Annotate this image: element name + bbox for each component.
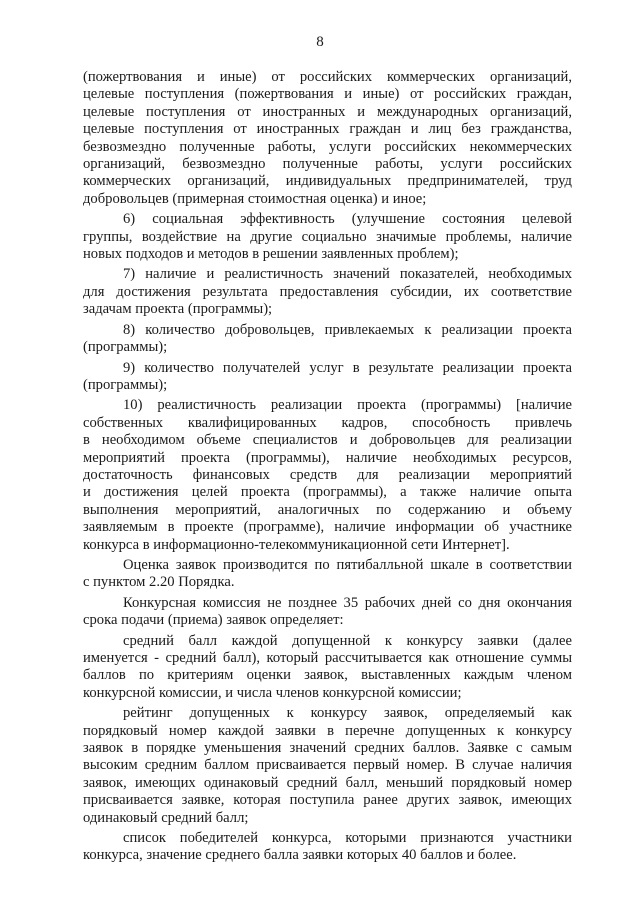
text-line: баллов по критериям оценки заявок, выставленных каждым членом — [83, 667, 572, 684]
paragraph-commission — [83, 595, 572, 630]
text-line: срока подачи (приема) заявок определяет: — [83, 612, 344, 629]
paragraph-winners — [83, 830, 572, 865]
text-line: мероприятий проекта (программы), наличие необходимых ресурсов, — [83, 449, 572, 466]
text-line: список победителей конкурса, которыми признаются участники — [123, 830, 572, 847]
text-line: рейтинг допущенных к конкурсу заявок, определяемый как — [123, 705, 572, 722]
text-line: конкурса в информационно-телекоммуникационной сети Интернет]. — [83, 536, 510, 553]
paragraph-item10 — [83, 397, 572, 554]
paragraph-item6 — [83, 211, 572, 263]
text-line: с пунктом 2.20 Порядка. — [83, 574, 235, 591]
text-line: добровольцев (примерная стоимостная оценка) и иное; — [83, 190, 427, 207]
paragraph-item9 — [83, 360, 572, 395]
text-line: выполнения мероприятий, аналогичных по содержанию и объему — [83, 501, 572, 518]
text-line: Оценка заявок производится по пятибалльной шкале в соответствии — [123, 556, 572, 573]
text-line: заявок, имеющих одинаковый средний балл, меньший порядковый номер — [83, 774, 572, 791]
page-number: 8 — [316, 34, 324, 50]
paragraph-avg — [83, 633, 572, 703]
text-line: в необходимом объеме специалистов и добровольцев для реализации — [83, 432, 572, 449]
text-line: 8) количество добровольцев, привлекаемых к реализации проекта — [123, 321, 572, 338]
paragraph-item8 — [83, 322, 572, 357]
text-line: целевые поступления от иностранных граждан и лиц без гражданства, — [83, 121, 572, 138]
paragraph-cont — [83, 69, 572, 208]
text-line: целевые поступления (пожертвования и иные) от российских граждан, — [83, 86, 572, 103]
text-line: для достижения результата предоставления субсидии, их соответствие — [83, 283, 572, 300]
text-line: конкурса, значение среднего балла заявки которых 40 баллов и более. — [83, 847, 517, 864]
text-line: 9) количество получателей услуг в результате реализации проекта — [123, 359, 572, 376]
text-line: конкурсной комиссии, и числа членов конкурсной комиссии; — [83, 684, 462, 701]
text-line: собственных квалифицированных кадров, способность привлечь — [83, 414, 572, 431]
document-body — [83, 69, 572, 865]
text-line: средний балл каждой допущенной к конкурсу заявки (далее — [123, 632, 572, 649]
text-line: (программы); — [83, 376, 168, 393]
text-line: именуется - средний балл), который рассчитывается как отношение суммы — [83, 650, 572, 666]
text-line: заявляемым в проекте (программе), наличие информации об участнике — [83, 519, 572, 536]
text-line: целевые поступления от иностранных и международных организаций, — [83, 103, 572, 120]
text-line: задачам проекта (программы); — [83, 301, 273, 318]
text-line: организаций, безвозмездно полученные работы, услуги российских — [83, 156, 572, 173]
text-line: достаточность финансовых средств для реализации мероприятий — [83, 466, 572, 483]
text-line: одинаковый средний балл; — [83, 809, 249, 826]
paragraph-item7 — [83, 266, 572, 318]
text-line: (пожертвования и иные) от российских коммерческих организаций, — [83, 69, 572, 85]
text-line: безвозмездно полученные работы, услуги российских некоммерческих — [83, 138, 572, 155]
paragraph-scoring — [83, 557, 572, 592]
text-line: 10) реалистичность реализации проекта (программы) [наличие — [123, 397, 572, 414]
text-line: порядковый номер каждой заявки в перечне допущенных к конкурсу — [83, 722, 572, 739]
text-line: и достижения целей проекта (программы), а также наличие опыта — [83, 484, 572, 501]
text-line: заявок в порядке уменьшения значений средних баллов. Заявке с самым — [83, 740, 572, 757]
text-line: высоким средним баллом присваивается первый номер. В случае наличия — [83, 757, 572, 774]
text-line: 6) социальная эффективность (улучшение состояния целевой — [123, 211, 572, 228]
text-line: группы, воздействие на другие социально значимые проблемы, наличие — [83, 228, 572, 245]
paragraph-rating — [83, 705, 572, 827]
text-line: новых подходов и методов в решении заявленных проблем); — [83, 246, 459, 263]
text-line: (программы); — [83, 339, 168, 356]
text-line: 7) наличие и реалистичность значений показателей, необходимых — [123, 266, 572, 283]
text-line: Конкурсная комиссия не позднее 35 рабочих дней со дня окончания — [123, 594, 572, 611]
text-line: присваивается заявке, которая поступила ранее других заявок, имеющих — [83, 792, 572, 809]
text-line: коммерческих организаций, индивидуальных предпринимателей, труд — [83, 173, 572, 190]
